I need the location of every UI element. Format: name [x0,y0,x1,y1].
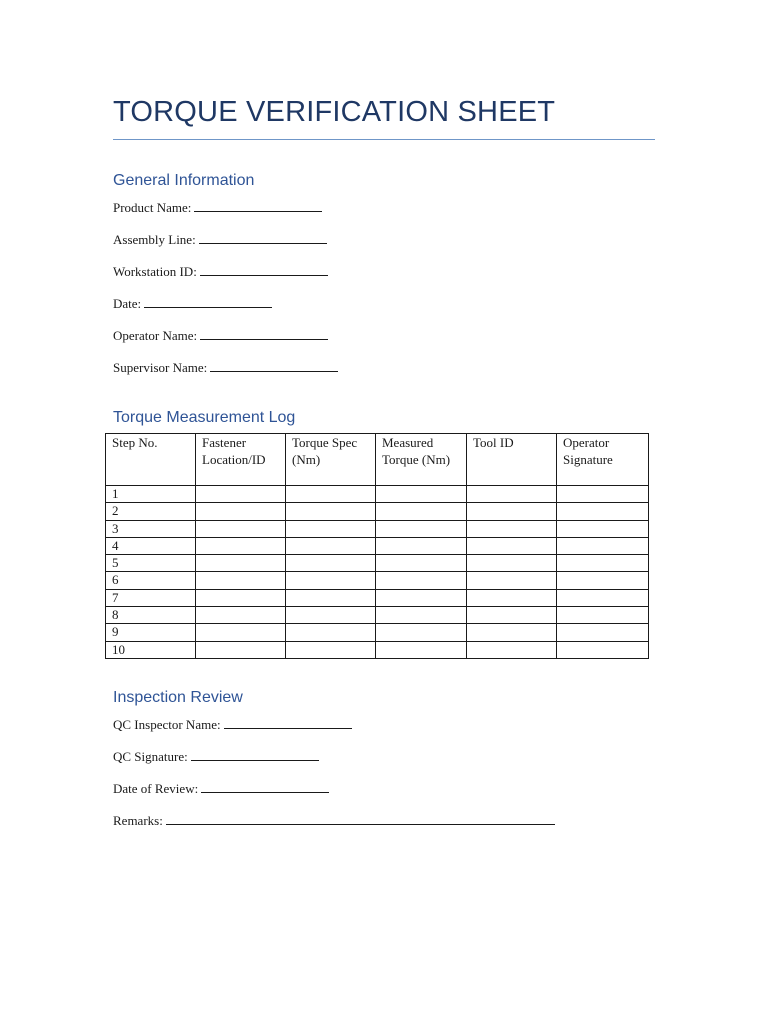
measured-torque-cell[interactable] [376,520,467,537]
field-label: Workstation ID: [113,264,197,279]
step-number-cell: 7 [106,589,196,606]
step-number-cell: 3 [106,520,196,537]
fastener-location-cell[interactable] [196,555,286,572]
measured-torque-cell[interactable] [376,589,467,606]
table-header-row [106,434,649,486]
tool-id-cell[interactable] [467,537,557,554]
measured-torque-cell[interactable] [376,641,467,658]
torque-spec-cell[interactable] [286,572,376,589]
inspection-review-heading: Inspection Review [113,689,243,706]
torque-spec-cell[interactable] [286,624,376,641]
table-row [106,503,649,520]
step-number-cell: 1 [106,486,196,503]
fastener-location-cell[interactable] [196,641,286,658]
date-blank[interactable] [144,295,272,308]
fastener-location-cell[interactable] [196,503,286,520]
column-header-measured-torque: Measured Torque (Nm) [376,434,467,486]
fastener-location-cell[interactable] [196,607,286,624]
table-row [106,572,649,589]
torque-spec-cell[interactable] [286,607,376,624]
torque-spec-cell[interactable] [286,555,376,572]
measured-torque-cell[interactable] [376,624,467,641]
measured-torque-cell[interactable] [376,555,467,572]
remarks-blank[interactable] [166,812,555,825]
workstation-id-field [113,263,328,280]
measured-torque-cell[interactable] [376,503,467,520]
table-row [106,641,649,658]
product-name-field [113,199,322,216]
date-of-review-blank[interactable] [201,780,329,793]
tool-id-cell[interactable] [467,520,557,537]
operator-signature-cell[interactable] [557,520,649,537]
operator-signature-cell[interactable] [557,607,649,624]
qc-inspector-name-blank[interactable] [224,716,352,729]
operator-name-field [113,327,328,344]
date-field [113,295,272,312]
fastener-location-cell[interactable] [196,624,286,641]
field-label: Date: [113,296,142,311]
field-label: Product Name: [113,200,192,215]
date-of-review-field [113,780,329,797]
table-row [106,589,649,606]
step-number-cell: 10 [106,641,196,658]
measured-torque-cell[interactable] [376,572,467,589]
table-row [106,520,649,537]
column-header-fastener-location: Fastener Location/ID [196,434,286,486]
operator-name-blank[interactable] [200,327,328,340]
operator-signature-cell[interactable] [557,572,649,589]
column-header-torque-spec: Torque Spec (Nm) [286,434,376,486]
tool-id-cell[interactable] [467,486,557,503]
measured-torque-cell[interactable] [376,537,467,554]
fastener-location-cell[interactable] [196,589,286,606]
measured-torque-cell[interactable] [376,486,467,503]
field-label: Supervisor Name: [113,360,208,375]
operator-signature-cell[interactable] [557,589,649,606]
general-information-heading: General Information [113,172,255,189]
fastener-location-cell[interactable] [196,520,286,537]
step-number-cell: 9 [106,624,196,641]
field-label: QC Inspector Name: [113,717,221,732]
column-header-operator-signature: Operator Signature [557,434,649,486]
operator-signature-cell[interactable] [557,555,649,572]
field-label: Operator Name: [113,328,198,343]
torque-spec-cell[interactable] [286,537,376,554]
operator-signature-cell[interactable] [557,624,649,641]
fastener-location-cell[interactable] [196,486,286,503]
operator-signature-cell[interactable] [557,641,649,658]
supervisor-name-blank[interactable] [210,359,338,372]
tool-id-cell[interactable] [467,503,557,520]
torque-spec-cell[interactable] [286,503,376,520]
step-number-cell: 5 [106,555,196,572]
workstation-id-blank[interactable] [200,263,328,276]
table-row [106,486,649,503]
torque-spec-cell[interactable] [286,520,376,537]
assembly-line-blank[interactable] [199,231,327,244]
step-number-cell: 8 [106,607,196,624]
operator-signature-cell[interactable] [557,486,649,503]
step-number-cell: 4 [106,537,196,554]
supervisor-name-field [113,359,338,376]
torque-spec-cell[interactable] [286,589,376,606]
torque-spec-cell[interactable] [286,486,376,503]
table-row [106,537,649,554]
step-number-cell: 6 [106,572,196,589]
tool-id-cell[interactable] [467,589,557,606]
fastener-location-cell[interactable] [196,537,286,554]
field-label: Remarks: [113,813,163,828]
tool-id-cell[interactable] [467,624,557,641]
column-header-step-no: Step No. [106,434,196,486]
torque-spec-cell[interactable] [286,641,376,658]
product-name-blank[interactable] [194,199,322,212]
qc-inspector-name-field [113,716,352,733]
tool-id-cell[interactable] [467,555,557,572]
tool-id-cell[interactable] [467,572,557,589]
document-title: TORQUE VERIFICATION SHEET [113,96,556,128]
qc-signature-field [113,748,319,765]
measured-torque-cell[interactable] [376,607,467,624]
operator-signature-cell[interactable] [557,503,649,520]
qc-signature-blank[interactable] [191,748,319,761]
field-label: Assembly Line: [113,232,196,247]
table-row [106,555,649,572]
tool-id-cell[interactable] [467,607,557,624]
torque-log-table [105,433,649,659]
field-label: Date of Review: [113,781,199,796]
step-number-cell: 2 [106,503,196,520]
remarks-field [113,812,555,829]
field-label: QC Signature: [113,749,188,764]
column-header-tool-id: Tool ID [467,434,557,486]
table-row [106,607,649,624]
fastener-location-cell[interactable] [196,572,286,589]
assembly-line-field [113,231,327,248]
title-underline [113,139,655,140]
tool-id-cell[interactable] [467,641,557,658]
operator-signature-cell[interactable] [557,537,649,554]
table-row [106,624,649,641]
torque-measurement-log-heading: Torque Measurement Log [113,409,296,426]
